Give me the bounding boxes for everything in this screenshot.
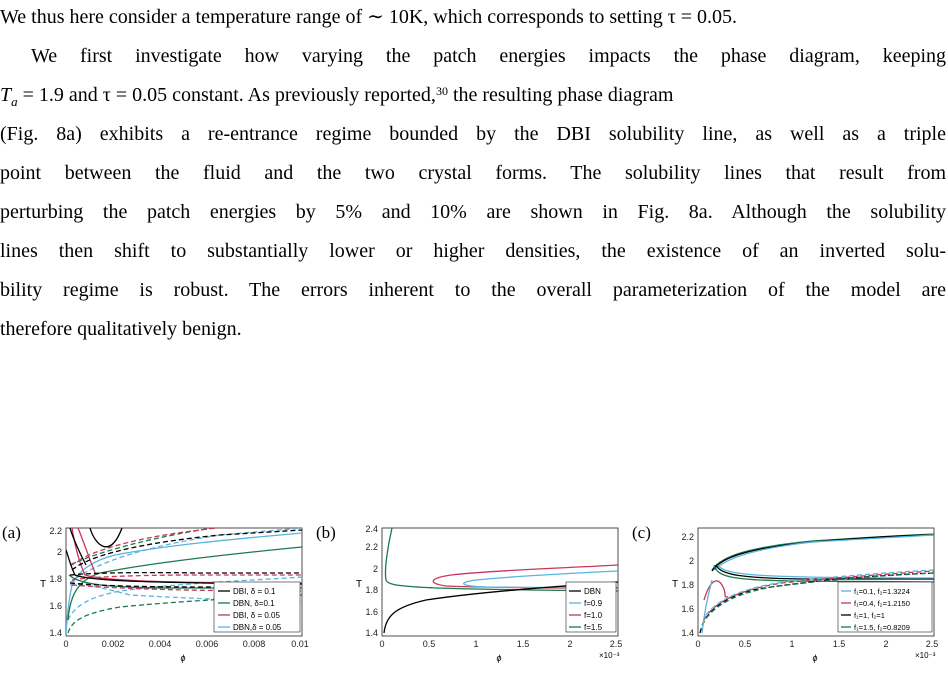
x-tick: 2 (883, 639, 889, 649)
y-tick: 2.4 (365, 525, 378, 534)
legend-label: DBN (584, 587, 601, 596)
y-tick: 1.4 (49, 628, 62, 638)
y-tick: 1.4 (681, 628, 694, 638)
x-tick: 2.5 (609, 639, 623, 649)
y-tick: 1.4 (365, 628, 378, 638)
y-tick: 2 (372, 564, 378, 574)
line2-text: = 1.9 and τ = 0.05 constant. As previously reported, (22, 84, 436, 106)
legend-label: f=0.9 (584, 599, 603, 608)
x-tick: 0 (695, 639, 701, 649)
legend-label: f₁=1, f₂=1 (854, 611, 885, 620)
y-tick: 2.2 (49, 526, 62, 536)
legend-label: f₁=0.4, f₂=1.2150 (854, 599, 910, 608)
x-tick: 0.004 (148, 639, 172, 649)
y-tick: 2 (688, 556, 694, 566)
legend-label: f=1.0 (584, 611, 603, 620)
x-tick: 2 (567, 639, 573, 649)
x-tick: 0.002 (101, 639, 125, 649)
y-tick: 2.2 (681, 532, 694, 542)
chart-c (632, 525, 942, 673)
text-line: We first investigate how varying the patch energies impacts the phase diagram, keeping (31, 45, 946, 67)
paragraph-2 (0, 37, 946, 349)
x-axis-label: ϕ (496, 653, 502, 663)
x-ticks-a (63, 639, 308, 649)
x-tick: 2.5 (925, 639, 939, 649)
legend-label: f₁=1.5, f₂=0.8209 (854, 623, 910, 632)
x-tick: 0 (379, 639, 385, 649)
y-ticks-c (681, 532, 694, 638)
x-tick: 0 (63, 639, 69, 649)
y-axis-label: T (40, 579, 47, 590)
panel-label: (a) (2, 523, 21, 542)
text-line: We thus here consider a temperature range of ∼ 10K, which corresponds to setting τ = 0.05. (0, 6, 738, 28)
y-tick: 1.8 (49, 574, 62, 584)
y-tick: 1.6 (365, 607, 378, 617)
legend-label: f₁=0.1, f₂=1.3224 (854, 587, 910, 596)
legend-label: DBI, δ = 0.1 (233, 587, 276, 596)
x-tick: 0.5 (738, 639, 752, 649)
text-line: bility regime is robust. The errors inherent to the overall parameterization of the model are (0, 279, 946, 301)
text-line: perturbing the patch energies by 5% and 10% are shown in Fig. 8a. Although the solubility (0, 201, 946, 223)
y-axis-label: T (356, 579, 363, 590)
symbol-T: T (0, 84, 12, 106)
legend-label: DBN, δ=0.1 (233, 599, 275, 608)
x-ticks-b (379, 639, 622, 649)
y-tick: 1.8 (365, 585, 378, 595)
paragraph-1 (0, 0, 946, 37)
y-tick: 1.6 (681, 604, 694, 614)
x-tick: 1.5 (832, 639, 846, 649)
y-ticks-a (49, 526, 62, 638)
x-ticks-c (695, 639, 938, 649)
chart-b (316, 525, 626, 673)
line2-text-b: the resulting phase diagram (447, 84, 674, 106)
x-tick: 1 (473, 639, 479, 649)
panel-label: (b) (316, 523, 336, 542)
x-tick: 1 (789, 639, 795, 649)
panel-label: (c) (632, 523, 651, 542)
x-tick: 0.006 (195, 639, 219, 649)
x-tick: 1.5 (516, 639, 530, 649)
x-tick: 0.008 (242, 639, 266, 649)
y-tick: 2 (56, 547, 62, 557)
legend-a (214, 582, 300, 632)
chart-a (0, 525, 310, 673)
y-tick: 2.2 (365, 542, 378, 552)
figure-panel-a (0, 525, 310, 677)
legend-label: DBI, δ = 0.05 (233, 611, 280, 620)
citation-ref[interactable]: 30 (435, 84, 448, 98)
text-line: point between the fluid and the two crystal forms. The solubility lines that result from (0, 162, 946, 184)
x-tick: 0.01 (291, 639, 309, 649)
figure-panel-c (632, 525, 942, 677)
y-tick: 1.8 (681, 580, 694, 590)
legend-label: f=1.5 (584, 623, 603, 632)
y-tick: 1.6 (49, 601, 62, 611)
x-axis-label: ϕ (812, 653, 818, 663)
x-tick: 0.5 (422, 639, 436, 649)
x-multiplier: ×10⁻³ (915, 651, 936, 660)
y-axis-label: T (672, 579, 679, 590)
legend-b (566, 582, 616, 632)
text-line: therefore qualitatively benign. (0, 318, 242, 340)
y-ticks-b (365, 525, 378, 638)
x-axis-label: ϕ (180, 653, 186, 663)
figure-panel-b (316, 525, 626, 677)
text-line: (Fig. 8a) exhibits a re-entrance regime bounded by the DBI solubility line, as well as a triple (0, 123, 946, 145)
legend-label: DBN,δ = 0.05 (233, 623, 282, 632)
text-line: lines then shift to substantially lower or higher densities, the existence of an inverted solu- (0, 240, 946, 262)
legend-c (838, 582, 932, 632)
x-multiplier: ×10⁻³ (599, 651, 620, 660)
text-line: $T_a = 1.9$ and τ = 0.05 constant. As previously reported,$^{30}$ the resulting phase diagram (0, 84, 674, 109)
